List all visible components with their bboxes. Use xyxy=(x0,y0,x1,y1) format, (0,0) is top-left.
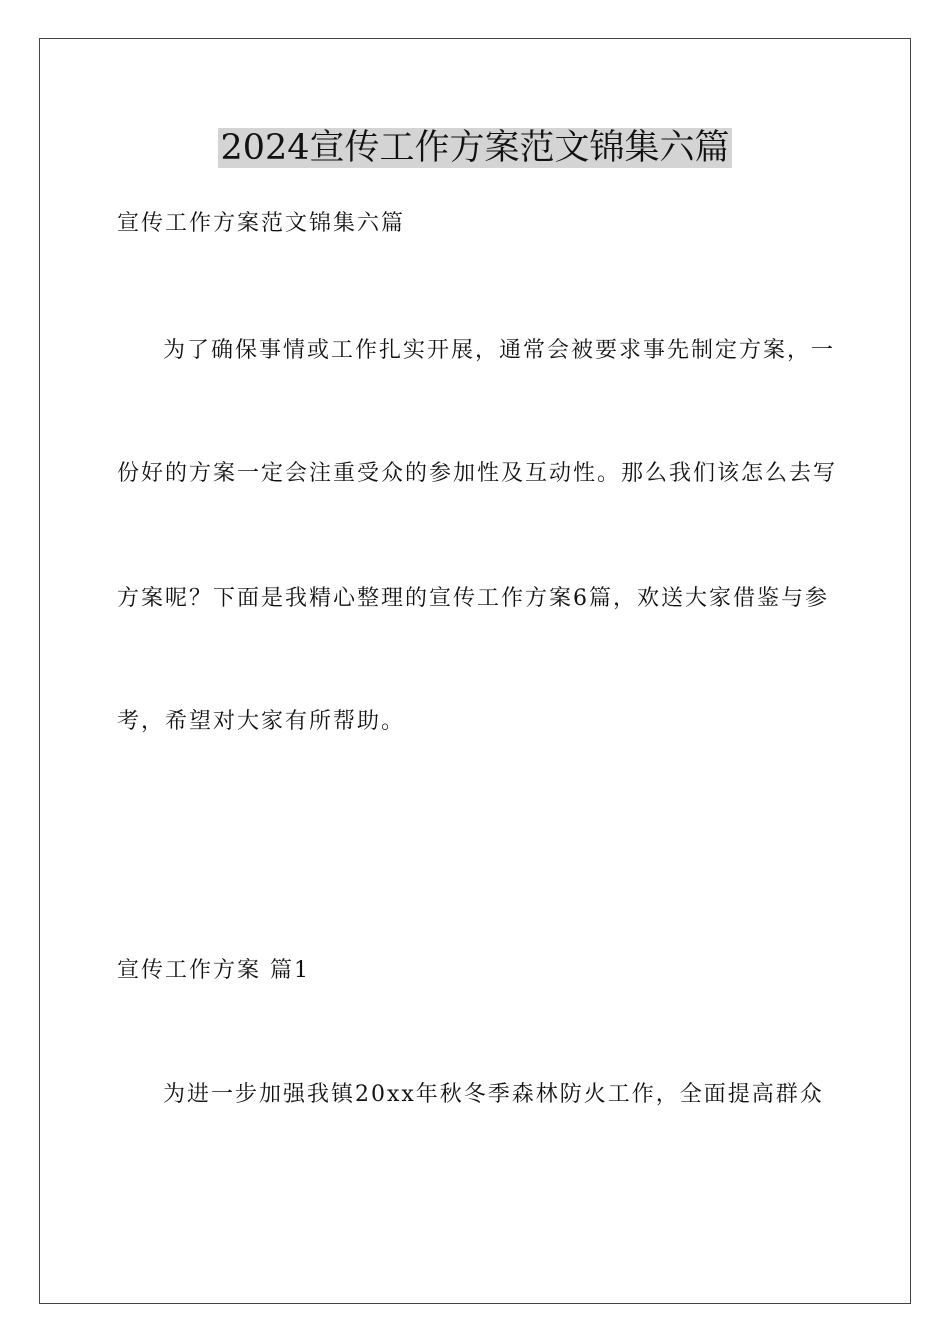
intro-line-4: 考，希望对大家有所帮助。 xyxy=(117,709,406,734)
section-heading: 宣传工作方案 篇1 xyxy=(117,958,310,983)
intro-line-3: 方案呢？下面是我精心整理的宣传工作方案6篇，欢送大家借鉴与参 xyxy=(117,586,829,611)
intro-line-1: 为了确保事情或工作扎实开展，通常会被要求事先制定方案，一 xyxy=(163,338,836,363)
intro-line-2: 份好的方案一定会注重受众的参加性及互动性。那么我们该怎么去写 xyxy=(117,461,838,486)
document-title-text: 2024宣传工作方案范文锦集六篇 xyxy=(220,128,730,168)
section-paragraph-line-1: 为进一步加强我镇20xx年秋冬季森林防火工作，全面提高群众 xyxy=(163,1082,824,1107)
document-subtitle: 宣传工作方案范文锦集六篇 xyxy=(117,211,406,236)
document-title xyxy=(0,126,950,170)
